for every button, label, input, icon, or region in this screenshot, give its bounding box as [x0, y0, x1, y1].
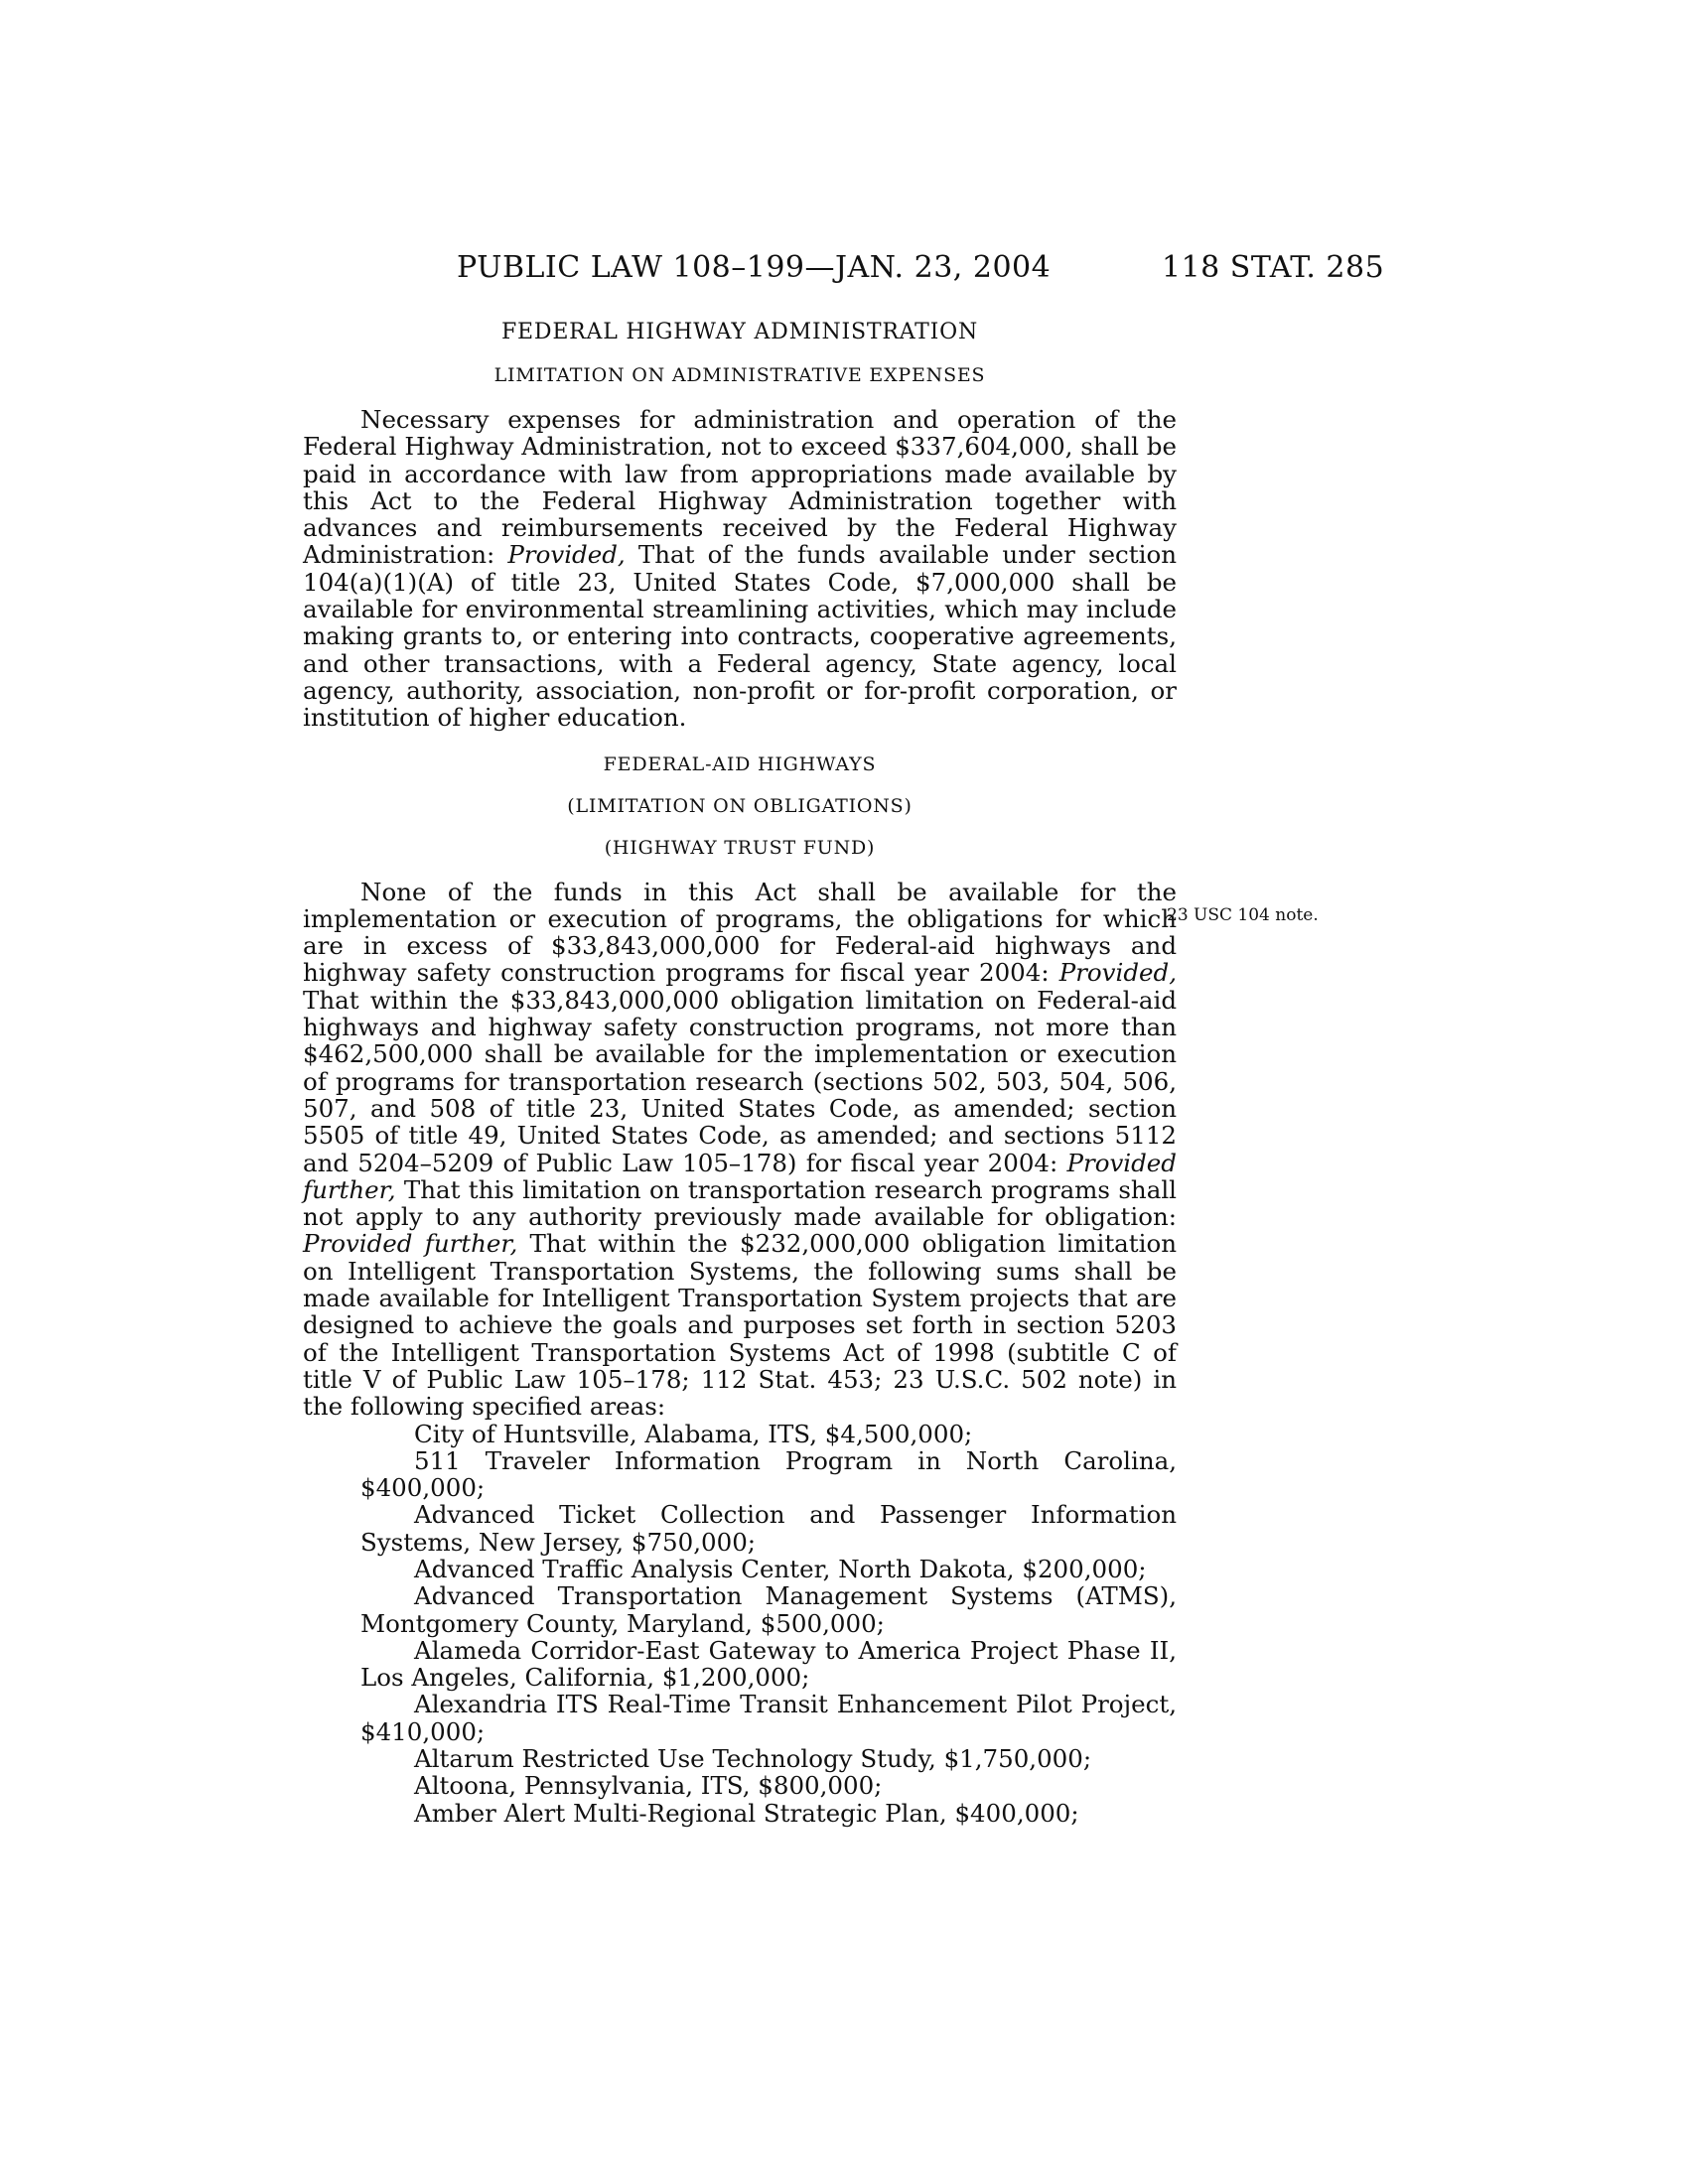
- federal-aid-paragraph: [303, 879, 1177, 1421]
- list-item: 511 Traveler Information Program in North Carolina, $400,000;: [360, 1445, 1177, 1503]
- list-item: Altarum Restricted Use Technology Study, $1,750,000;: [414, 1744, 1092, 1774]
- fah-para-text-1: None of the funds in this Act shall be available for the implementation or execution of programs, the obligations for which are in excess of $33,843,000,000 for Federal-aid highways and highway safety construction programs for fiscal year 2004:: [303, 877, 1177, 988]
- fah-para-text-2: That within the $33,843,000,000 obligation limitation on Federal-aid highways and highway safety construction programs, not more than $462,500,000 shall be available for the implementation or execution of programs for transportation research (sections 502, 503, 504, 506, 507, and 508 of title 23, United States Code, as amended; section 5505 of title 49, United States Code, as amended; and sections 5112 and 5204–5209 of Public Law 105–178) for fiscal year 2004:: [303, 985, 1177, 1177]
- agency-heading: FEDERAL HIGHWAY ADMINISTRATION: [500, 320, 979, 344]
- fah-para-proviso-2: Provided further,: [303, 1148, 1177, 1204]
- fah-para-text-3: That this limitation on transportation research programs shall not apply to any authority previously made available for obligation:: [303, 1174, 1177, 1232]
- list-item: Advanced Ticket Collection and Passenger Information Systems, New Jersey, $750,000;: [360, 1500, 1177, 1557]
- list-item: Amber Alert Multi-Regional Strategic Plan, $400,000;: [414, 1798, 1079, 1828]
- fah-para-text-4: That within the $232,000,000 obligation limitation on Intelligent Transportation Systems, the following sums shall be made available for Intelligent Transportation System projects that are designed to achieve the goals and purposes set forth in section 5203 of the Intelligent Transportation Systems Act of 1998 (subtitle C of title V of Public Law 105–178; 112 Stat. 453; 23 U.S.C. 502 note) in the following specified areas:: [303, 1229, 1177, 1422]
- body-column: [303, 320, 1177, 1827]
- stat-page-reference: 118 STAT. 285: [1162, 250, 1385, 285]
- admin-expenses-paragraph: [303, 406, 1177, 732]
- admin-para-proviso: Provided,: [507, 540, 626, 570]
- federal-aid-highways-heading: FEDERAL-AID HIGHWAYS: [603, 752, 877, 775]
- running-head: PUBLIC LAW 108–199—JAN. 23, 2004: [457, 250, 1052, 285]
- list-item: Altoona, Pennsylvania, ITS, $800,000;: [414, 1771, 883, 1801]
- highway-trust-fund-heading: (HIGHWAY TRUST FUND): [604, 836, 876, 859]
- list-item: Alexandria ITS Real-Time Transit Enhancement Pilot Project, $410,000;: [360, 1690, 1177, 1746]
- admin-para-text-2: That of the funds available under section 104(a)(1)(A) of title 23, United States Code, $7,000,000 shall be available for environmental streamlining activities, which may include making grants to, or entering into contracts, cooperative agreements, and other transactions, with a Federal agency, State agency, local agency, authority, association, non-profit or for-profit corporation, or institution of higher education.: [303, 540, 1177, 733]
- limitation-on-obligations-heading: (LIMITATION ON OBLIGATIONS): [567, 794, 913, 817]
- list-item: City of Huntsville, Alabama, ITS, $4,500,000;: [414, 1419, 973, 1448]
- admin-para-text-1: Necessary expenses for administration and operation of the Federal Highway Administration, not to exceed $337,604,000, shall be paid in accordance with law from appropriations made available by this Act to the Federal Highway Administration together with advances and reimbursements received by the Federal Highway Administration:: [303, 405, 1177, 570]
- fah-para-proviso-3: Provided further,: [303, 1229, 518, 1259]
- admin-expenses-heading: LIMITATION ON ADMINISTRATIVE EXPENSES: [493, 364, 986, 386]
- margin-note: 23 USC 104 note.: [1167, 905, 1319, 925]
- list-item: Alameda Corridor-East Gateway to America Project Phase II, Los Angeles, California, $1,200,000;: [360, 1635, 1177, 1693]
- fah-para-proviso-1: Provided,: [1058, 958, 1177, 988]
- list-item: Advanced Transportation Management Systems (ATMS), Montgomery County, Maryland, $500,000;: [360, 1581, 1177, 1638]
- its-project-list: [303, 1421, 1177, 1827]
- list-item: Advanced Traffic Analysis Center, North Dakota, $200,000;: [414, 1554, 1147, 1583]
